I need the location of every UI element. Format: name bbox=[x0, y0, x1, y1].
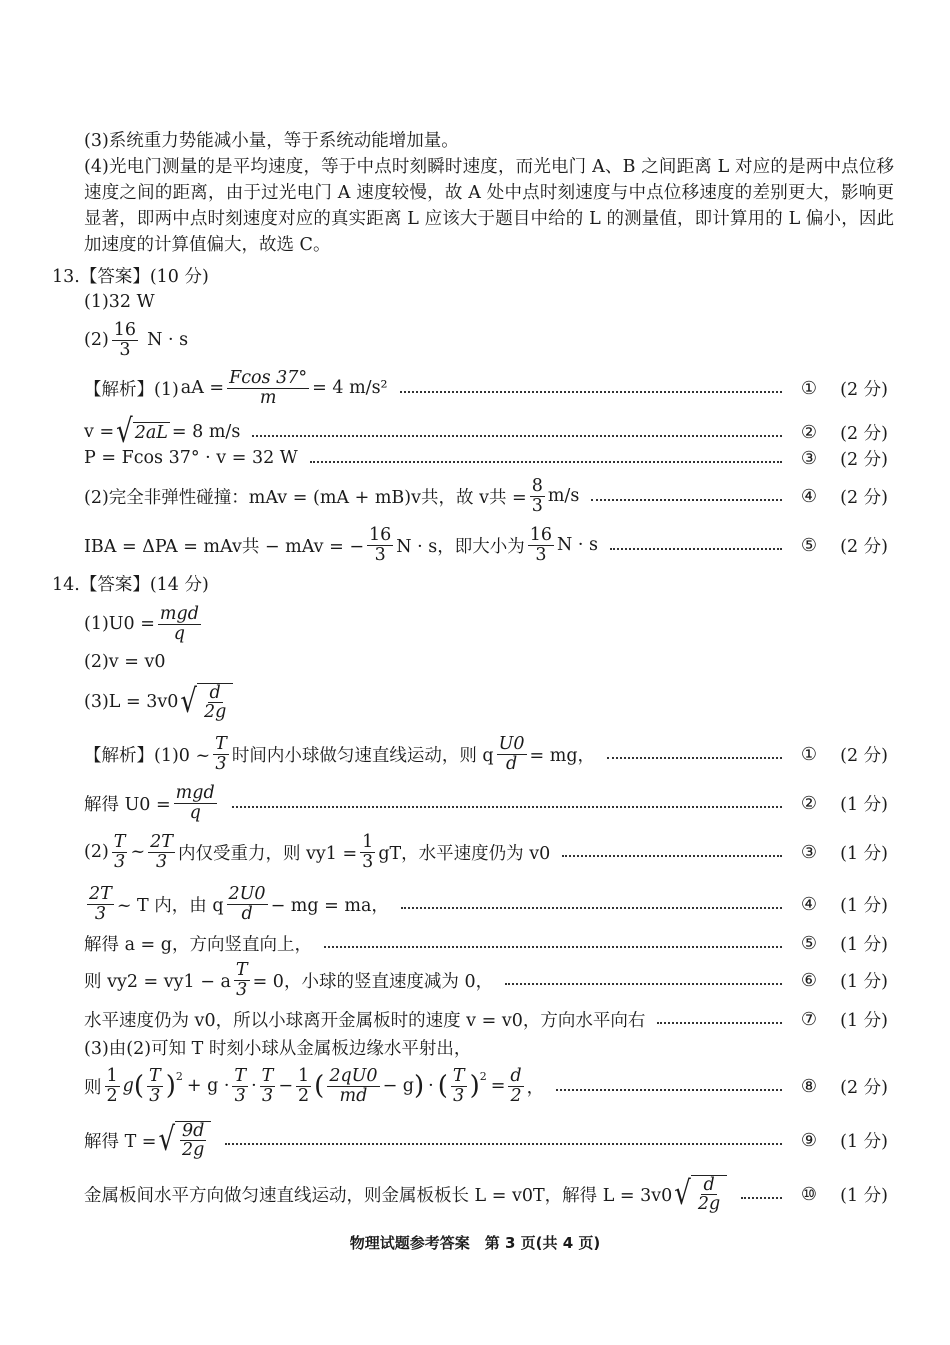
q14-step-2: 解得 U0 = $\frac{\text{mgd}}{q}$ ② (1 分) bbox=[84, 783, 888, 823]
q14-step-9: 则 $\frac{1}{2}$ g ( $\frac{T}{3}$ ) $^2$ + g · $\frac{T}{3}$ · $\frac{T}{3}$ − $\frac{1}{2}$ ( $\frac{2qU0}{md}$ − g ) · ( $\frac{T}{3}$ ) $^2$ = $\frac{d}{2}$ ， ⑧ (2 分) bbox=[84, 1066, 888, 1106]
q14-step-7: 水平速度仍为 v0，所以小球离开金属板时的速度 v = v0，方向水平向右 ⑦ (1 分) bbox=[84, 1008, 888, 1031]
q13-step-2: v = √ 2aL = 8 m/s ② (2 分) bbox=[84, 413, 888, 451]
q14-step-5: 解得 a = g，方向竖直向上， ⑤ (1 分) bbox=[84, 932, 888, 955]
q14-step-1: 【解析】(1)0 ~ $\frac{T}{3}$ 时间内小球做匀速直线运动，则 q $\frac{U0}{d}$ = mg， ① (2 分) bbox=[84, 734, 888, 774]
q14-step-6: 则 vy2 = vy1 − a $\frac{T}{3}$ = 0，小球的竖直速度减为 0， ⑥ (1 分) bbox=[84, 960, 888, 1000]
q14-answer-3: (3)L = 3v0 √ $\frac{d}{2g}$ bbox=[0, 682, 950, 722]
q13-answer-1: (1)32 W bbox=[84, 292, 155, 312]
q12-part4: (4)光电门测量的是平均速度，等于中点时刻瞬时速度，而光电门 A、B 之间距离 L 对应的是两中点位移速度之间的距离，由于过光电门 A 速度较慢，故 A 处中点时刻速度与中点位移速度的差别更大，影响更显著，即两中点时刻速度对应的真实距离 L 应该大于题目中给的 L 的测量值，即计算用的 L 偏小，因此加速度的计算值偏大，故选 C。 bbox=[84, 157, 894, 255]
q14-header: 14.【答案】(14 分) bbox=[52, 574, 209, 595]
q13-step-5: IBA = ΔPA = mAv共 − mAv = − $\frac{16}{3}$ N · s，即大小为 $\frac{16}{3}$ N · s ⑤ (2 分) bbox=[84, 525, 888, 565]
q13-step-3: P = Fcos 37° · v = 32 W ③ (2 分) bbox=[84, 447, 888, 470]
q12-part3: (3)系统重力势能减小量，等于系统动能增加量。 bbox=[84, 131, 459, 151]
q13-step-4: (2)完全非弹性碰撞：mAv = (mA + mB)v共，故 v共 = $\frac{8}{3}$ m/s ④ (2 分) bbox=[84, 476, 888, 516]
q13-answer-2: (2) $\frac{16}{3}$ N · s bbox=[84, 320, 189, 360]
q14-answer-2: (2)v = v0 bbox=[84, 652, 166, 672]
q14-step-10: 解得 T = √ $\frac{9d}{2g}$ ⑨ (1 分) bbox=[84, 1120, 888, 1160]
page-footer: 物理试题参考答案 第 3 页(共 4 页) bbox=[349, 1234, 601, 1252]
q13-step-1: 【解析】(1) aA = $\frac{Fcos 37^\circ}{m}$ = 4 m/s² ① (2 分) bbox=[84, 368, 888, 408]
q14-step-11: 金属板间水平方向做匀速直线运动，则金属板板长 L = v0T，解得 L = 3v0 √ $\frac{d}{2g}$ ⑩ (1 分) bbox=[84, 1174, 888, 1214]
q14-step-8: (3)由(2)可知 T 时刻小球从金属板边缘水平射出， bbox=[84, 1038, 472, 1059]
q14-answer-1: (1)U0 = $\frac{\text{mgd}}{q}$ bbox=[84, 604, 199, 644]
q13-header: 13.【答案】(10 分) bbox=[52, 266, 209, 287]
q14-step-3: (2) $\frac{T}{3}$ ~ $\frac{2T}{3}$ 内仅受重力，则 vy1 = $\frac{1}{3}$ gT，水平速度仍为 v0 ③ (1 分) bbox=[84, 832, 888, 872]
q14-step-4: $\frac{2T}{3}$ ~ T 内，由 q $\frac{2U0}{d}$ − mg = ma， ④ (1 分) bbox=[89, 884, 888, 924]
